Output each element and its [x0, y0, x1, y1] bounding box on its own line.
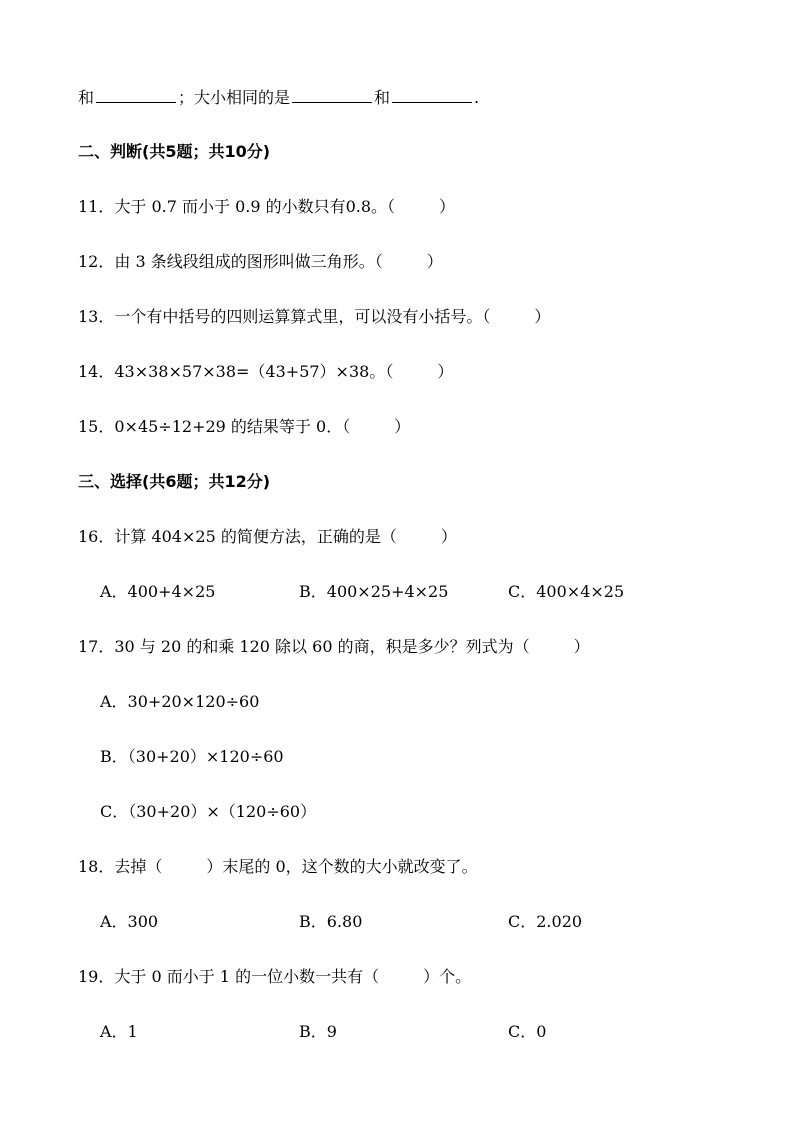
- continued-connector: 和: [374, 88, 391, 107]
- question-16-option-a[interactable]: A．400+4×25: [100, 582, 216, 601]
- question-16-option-c[interactable]: C．400×4×25: [508, 582, 625, 601]
- question-19-option-c[interactable]: C．0: [508, 1022, 547, 1041]
- continued-end: .: [474, 88, 480, 107]
- question-17-option-c[interactable]: C．（30+20）×（120÷60）: [100, 802, 317, 821]
- answer-blank-3[interactable]: [392, 86, 472, 103]
- question-17-text: 17．30 与 20 的和乘 120 除以 60 的商，积是多少？列式为（: [78, 637, 530, 656]
- continued-prefix: 和: [78, 88, 95, 107]
- question-18-option-b[interactable]: B．6.80: [299, 912, 363, 931]
- question-16-close: ）: [440, 527, 457, 546]
- question-11: [78, 196, 455, 218]
- question-18-text: 18．去掉（: [78, 857, 163, 876]
- question-11-text: 11．大于 0.7 而小于 0.9 的小数只有0.8。（: [78, 197, 396, 216]
- question-19-option-a[interactable]: A．1: [100, 1022, 138, 1041]
- continued-middle: ；大小相同的是: [178, 88, 291, 107]
- question-19-text: 19．大于 0 而小于 1 的一位小数一共有（: [78, 967, 380, 986]
- question-14: [78, 361, 453, 383]
- question-18-close: ）末尾的 0，这个数的大小就改变了。: [206, 857, 478, 876]
- question-12: [78, 251, 443, 273]
- question-12-text: 12．由 3 条线段组成的图形叫做三角形。（: [78, 252, 383, 271]
- question-12-close: ）: [426, 252, 443, 271]
- question-19: [78, 966, 471, 988]
- question-19-option-b[interactable]: B．9: [299, 1022, 337, 1041]
- section-heading-judgement: 二、判断(共5题；共10分): [78, 142, 271, 161]
- question-18: [78, 856, 478, 878]
- question-19-close: ）个。: [423, 967, 472, 986]
- question-15-text: 15．0×45÷12+29 的结果等于 0．（: [78, 417, 351, 436]
- question-18-option-c[interactable]: C．2.020: [508, 912, 583, 931]
- question-11-close: ）: [439, 197, 456, 216]
- question-15: [78, 416, 410, 438]
- question-16-text: 16．计算 404×25 的简便方法，正确的是（: [78, 527, 397, 546]
- question-17-option-a[interactable]: A．30+20×120÷60: [100, 692, 260, 711]
- continued-question-line: [78, 86, 479, 109]
- question-13-text: 13．一个有中括号的四则运算算式里，可以没有小括号。（: [78, 307, 491, 326]
- section-heading-choice: 三、选择(共6题；共12分): [78, 472, 271, 491]
- question-14-text: 14．43×38×57×38=（43+57）×38。（: [78, 362, 394, 381]
- question-17-close: ）: [573, 637, 590, 656]
- question-15-close: ）: [394, 417, 411, 436]
- question-16: [78, 526, 457, 548]
- question-16-option-b[interactable]: B．400×25+4×25: [299, 582, 449, 601]
- question-14-close: ）: [437, 362, 454, 381]
- question-17-option-b[interactable]: B．（30+20）×120÷60: [100, 747, 284, 766]
- answer-blank-2[interactable]: [292, 86, 372, 103]
- question-13-close: ）: [534, 307, 551, 326]
- question-13: [78, 306, 550, 328]
- question-17: [78, 636, 590, 658]
- question-18-option-a[interactable]: A．300: [100, 912, 159, 931]
- answer-blank-1[interactable]: [96, 86, 176, 103]
